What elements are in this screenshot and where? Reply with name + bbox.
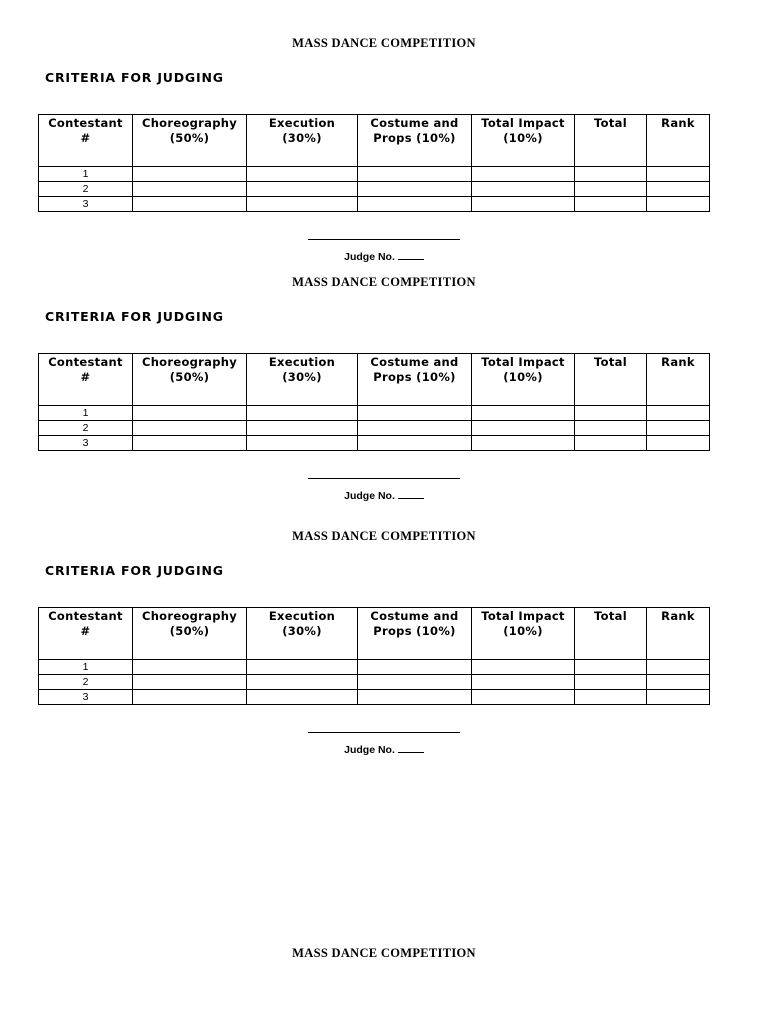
judge-label: Judge No.: [344, 251, 395, 263]
column-header-line: (10%): [503, 131, 543, 145]
column-header-line: (50%): [169, 131, 210, 145]
header-row: [39, 608, 710, 660]
table-row: [39, 197, 710, 212]
judge-number-blank: [398, 251, 424, 260]
column-header: [39, 115, 133, 167]
score-cell[interactable]: [247, 675, 358, 690]
score-cell[interactable]: [358, 690, 472, 705]
score-cell[interactable]: [647, 182, 710, 197]
score-cell[interactable]: [647, 690, 710, 705]
score-cell[interactable]: [472, 436, 575, 451]
judge-number: [0, 490, 768, 502]
score-cell[interactable]: [247, 436, 358, 451]
score-cell[interactable]: [247, 167, 358, 182]
signature-line: [308, 239, 460, 240]
column-header-line: (30%): [282, 624, 322, 638]
table-row: [39, 182, 710, 197]
table-row: [39, 675, 710, 690]
judge-label: Judge No.: [344, 490, 395, 502]
table-row: [39, 436, 710, 451]
column-header-line: Execution: [268, 116, 336, 130]
score-cell[interactable]: [247, 182, 358, 197]
score-cell[interactable]: [575, 690, 647, 705]
column-header-line: Contestant: [48, 116, 123, 130]
contestant-number: 2: [39, 675, 133, 690]
column-header: [647, 354, 710, 406]
score-cell[interactable]: [647, 675, 710, 690]
score-cell[interactable]: [247, 406, 358, 421]
score-cell[interactable]: [358, 406, 472, 421]
column-header-line: Total: [594, 355, 627, 369]
column-header: [472, 354, 575, 406]
form-title: MASS DANCE COMPETITION: [292, 275, 476, 289]
score-cell[interactable]: [133, 182, 247, 197]
score-cell[interactable]: [247, 660, 358, 675]
column-header-line: (10%): [503, 370, 543, 384]
score-cell[interactable]: [575, 660, 647, 675]
score-cell[interactable]: [133, 197, 247, 212]
column-header-line: Rank: [661, 116, 695, 130]
score-cell[interactable]: [575, 675, 647, 690]
column-header-line: Props (10%): [373, 370, 456, 384]
judge-label: Judge No.: [344, 744, 395, 756]
column-header: [133, 354, 247, 406]
column-header: [472, 115, 575, 167]
column-header: [133, 115, 247, 167]
score-cell[interactable]: [647, 660, 710, 675]
score-cell[interactable]: [133, 421, 247, 436]
score-cell[interactable]: [358, 436, 472, 451]
contestant-number: 1: [39, 660, 133, 675]
score-cell[interactable]: [647, 421, 710, 436]
score-cell[interactable]: [575, 421, 647, 436]
column-header-line: (30%): [282, 370, 322, 384]
score-table: [38, 114, 710, 212]
score-cell[interactable]: [358, 197, 472, 212]
column-header-line: Props (10%): [373, 624, 456, 638]
column-header: [39, 608, 133, 660]
score-cell[interactable]: [472, 197, 575, 212]
header-row: [39, 354, 710, 406]
criteria-heading: CRITERIA FOR JUDGING: [45, 563, 224, 578]
column-header-line: Costume and: [370, 609, 459, 623]
score-cell[interactable]: [647, 436, 710, 451]
column-header-line: Choreography: [141, 609, 238, 623]
score-cell[interactable]: [472, 660, 575, 675]
score-cell[interactable]: [358, 675, 472, 690]
form-title: MASS DANCE COMPETITION: [292, 529, 476, 543]
score-cell[interactable]: [247, 197, 358, 212]
score-table: [38, 353, 710, 451]
score-cell[interactable]: [575, 197, 647, 212]
score-cell[interactable]: [647, 167, 710, 182]
column-header: [575, 608, 647, 660]
score-cell[interactable]: [133, 690, 247, 705]
score-cell[interactable]: [647, 406, 710, 421]
score-cell[interactable]: [247, 421, 358, 436]
score-cell[interactable]: [472, 182, 575, 197]
column-header-line: (50%): [169, 624, 210, 638]
table-row: [39, 167, 710, 182]
score-cell[interactable]: [247, 690, 358, 705]
contestant-number: 3: [39, 197, 133, 212]
score-cell[interactable]: [358, 167, 472, 182]
score-cell[interactable]: [575, 436, 647, 451]
table-row: [39, 690, 710, 705]
criteria-heading: CRITERIA FOR JUDGING: [45, 309, 224, 324]
table-row: [39, 421, 710, 436]
column-header-line: Choreography: [141, 355, 238, 369]
column-header-line: Contestant: [48, 609, 123, 623]
column-header-line: Costume and: [370, 116, 459, 130]
column-header: [647, 115, 710, 167]
column-header-line: Costume and: [370, 355, 459, 369]
score-cell[interactable]: [472, 690, 575, 705]
column-header: [472, 608, 575, 660]
form-title: MASS DANCE COMPETITION: [292, 36, 476, 50]
score-cell[interactable]: [133, 675, 247, 690]
contestant-number: 3: [39, 436, 133, 451]
table-row: [39, 406, 710, 421]
score-cell[interactable]: [647, 197, 710, 212]
signature-line: [308, 732, 460, 733]
column-header-line: (10%): [503, 624, 543, 638]
score-cell[interactable]: [472, 167, 575, 182]
score-cell[interactable]: [472, 675, 575, 690]
score-cell[interactable]: [133, 660, 247, 675]
column-header: [575, 354, 647, 406]
column-header: [39, 354, 133, 406]
contestant-number: 3: [39, 690, 133, 705]
score-cell[interactable]: [358, 421, 472, 436]
column-header-line: Total: [594, 116, 627, 130]
header-row: [39, 115, 710, 167]
column-header-line: #: [80, 370, 91, 384]
column-header: [358, 354, 472, 406]
column-header-line: (50%): [169, 370, 210, 384]
column-header-line: Execution: [268, 609, 336, 623]
score-cell[interactable]: [133, 436, 247, 451]
column-header: [358, 115, 472, 167]
column-header: [358, 608, 472, 660]
column-header-line: Contestant: [48, 355, 123, 369]
column-header-line: Total Impact: [481, 116, 565, 130]
column-header: [133, 608, 247, 660]
column-header: [647, 608, 710, 660]
column-header: [247, 608, 358, 660]
score-cell[interactable]: [358, 182, 472, 197]
column-header-line: Execution: [268, 355, 336, 369]
column-header-line: Total Impact: [481, 355, 565, 369]
column-header-line: Rank: [661, 609, 695, 623]
contestant-number: 2: [39, 421, 133, 436]
column-header-line: Props (10%): [373, 131, 456, 145]
column-header-line: Rank: [661, 355, 695, 369]
signature-line: [308, 478, 460, 479]
criteria-heading: CRITERIA FOR JUDGING: [45, 70, 224, 85]
column-header-line: (30%): [282, 131, 322, 145]
column-header: [247, 115, 358, 167]
score-cell[interactable]: [358, 660, 472, 675]
judge-number-blank: [398, 744, 424, 753]
contestant-number: 1: [39, 406, 133, 421]
score-cell[interactable]: [575, 167, 647, 182]
column-header-line: Choreography: [141, 116, 238, 130]
form-title-next-page: MASS DANCE COMPETITION: [292, 946, 476, 960]
column-header-line: #: [80, 624, 91, 638]
score-cell[interactable]: [133, 167, 247, 182]
score-cell[interactable]: [472, 406, 575, 421]
score-cell[interactable]: [575, 182, 647, 197]
score-cell[interactable]: [575, 406, 647, 421]
judge-number: [0, 251, 768, 263]
column-header-line: #: [80, 131, 91, 145]
judge-number-blank: [398, 490, 424, 499]
contestant-number: 1: [39, 167, 133, 182]
column-header-line: Total Impact: [481, 609, 565, 623]
column-header: [575, 115, 647, 167]
score-cell[interactable]: [472, 421, 575, 436]
contestant-number: 2: [39, 182, 133, 197]
table-row: [39, 660, 710, 675]
column-header-line: Total: [594, 609, 627, 623]
score-cell[interactable]: [133, 406, 247, 421]
score-table: [38, 607, 710, 705]
column-header: [247, 354, 358, 406]
judge-number: [0, 744, 768, 756]
